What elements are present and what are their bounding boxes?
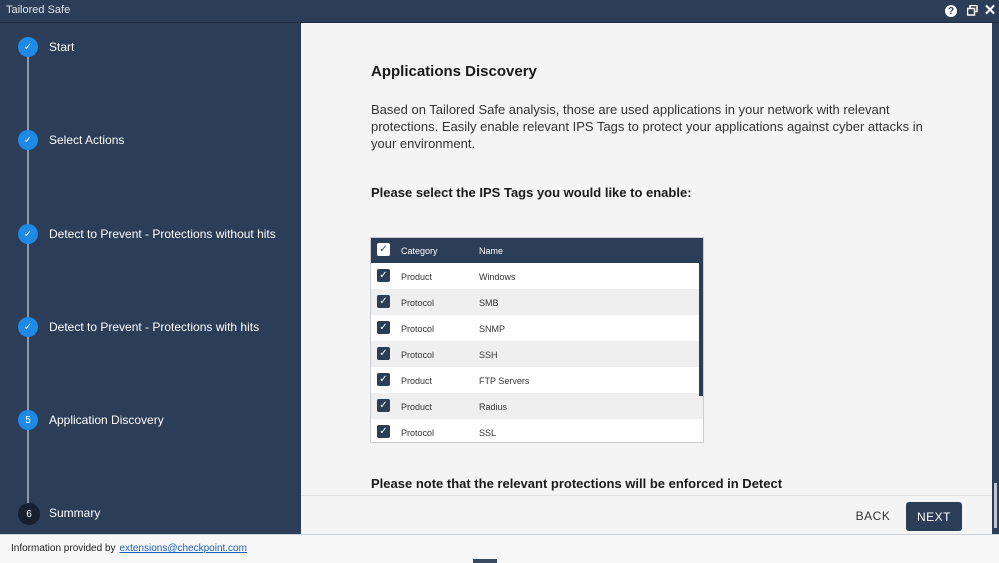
table-row[interactable] — [371, 263, 703, 289]
row-checkbox[interactable]: ✓ — [377, 425, 390, 438]
row-checkbox[interactable]: ✓ — [377, 347, 390, 360]
select-prompt: Please select the IPS Tags you would like to enable: — [371, 185, 692, 200]
steps-rail — [27, 47, 29, 513]
row-checkbox[interactable]: ✓ — [377, 269, 390, 282]
step-label: Summary — [49, 506, 101, 520]
checkmark-icon: ✓ — [18, 130, 38, 150]
table-scrollbar[interactable] — [699, 263, 703, 396]
table-row[interactable] — [371, 341, 703, 367]
checkmark-icon: ✓ — [18, 37, 38, 57]
close-icon[interactable]: ✕ — [983, 2, 997, 19]
contact-link[interactable]: extensions@checkpoint.com — [119, 543, 247, 554]
step-label: Select Actions — [49, 133, 125, 147]
step-label: Application Discovery — [49, 413, 164, 427]
row-checkbox[interactable]: ✓ — [377, 321, 390, 334]
checkmark-icon: ✓ — [18, 317, 38, 337]
cell-category: Protocol — [401, 324, 435, 334]
column-header-category[interactable]: Category — [401, 246, 438, 256]
cell-name: Radius — [479, 402, 508, 412]
panel-scrollbar[interactable] — [994, 483, 997, 528]
step-label: Detect to Prevent - Protections with hits — [49, 320, 260, 334]
window-title: Tailored Safe — [6, 4, 71, 16]
page-title: Applications Discovery — [371, 63, 537, 80]
table-row[interactable] — [371, 419, 703, 443]
wizard-steps-sidebar — [0, 23, 301, 534]
enforce-note: Please note that the relevant protections will be enforced in Detect — [371, 476, 783, 491]
table-row[interactable] — [371, 393, 703, 419]
table-body — [371, 263, 703, 443]
help-icon[interactable]: ? — [945, 5, 957, 17]
info-label: Information provided by — [11, 543, 116, 554]
table-row[interactable] — [371, 315, 703, 341]
window-edge — [992, 23, 999, 534]
row-checkbox[interactable]: ✓ — [377, 373, 390, 386]
step-detect-without-hits — [18, 224, 298, 246]
cell-category: Protocol — [401, 350, 435, 360]
step-start — [18, 37, 298, 59]
footer-divider — [301, 495, 992, 496]
main-panel — [301, 23, 992, 534]
row-checkbox[interactable]: ✓ — [377, 295, 390, 308]
column-header-name[interactable]: Name — [479, 246, 504, 256]
step-detect-with-hits — [18, 317, 298, 339]
step-number: 6 — [18, 503, 40, 525]
row-checkbox[interactable]: ✓ — [377, 399, 390, 412]
step-summary — [18, 503, 298, 525]
cell-category: Protocol — [401, 298, 435, 308]
cell-name: SSH — [479, 350, 498, 360]
cell-name: FTP Servers — [479, 376, 530, 386]
table-row[interactable] — [371, 367, 703, 393]
cell-name: Windows — [479, 272, 516, 282]
checkmark-icon: ✓ — [18, 224, 38, 244]
back-button[interactable]: BACK — [855, 509, 891, 523]
resize-grip[interactable] — [473, 559, 497, 563]
info-text — [11, 543, 247, 554]
table-row[interactable] — [371, 289, 703, 315]
step-select-actions — [18, 130, 298, 152]
step-label: Detect to Prevent - Protections without hits — [49, 227, 276, 241]
step-label: Start — [49, 40, 75, 54]
table-header — [371, 238, 703, 263]
cell-name: SNMP — [479, 324, 506, 334]
restore-icon[interactable] — [965, 3, 979, 17]
select-all-checkbox[interactable]: ✓ — [377, 243, 390, 256]
ips-tags-table — [370, 237, 704, 443]
cell-name: SSL — [479, 428, 497, 438]
title-bar — [0, 0, 999, 23]
cell-category: Product — [401, 376, 433, 386]
cell-category: Protocol — [401, 428, 435, 438]
step-application-discovery — [18, 410, 298, 432]
cell-name: SMB — [479, 298, 499, 308]
info-footer — [0, 534, 999, 563]
cell-category: Product — [401, 272, 433, 282]
next-button[interactable]: NEXT — [906, 502, 962, 531]
step-number: 5 — [18, 410, 38, 430]
intro-text: Based on Tailored Safe analysis, those are used applications in your network with relevant protections. Easily enable relevant IPS Tags to protect your applications against cyber attacks in your environment. — [371, 102, 923, 151]
cell-category: Product — [401, 402, 433, 412]
